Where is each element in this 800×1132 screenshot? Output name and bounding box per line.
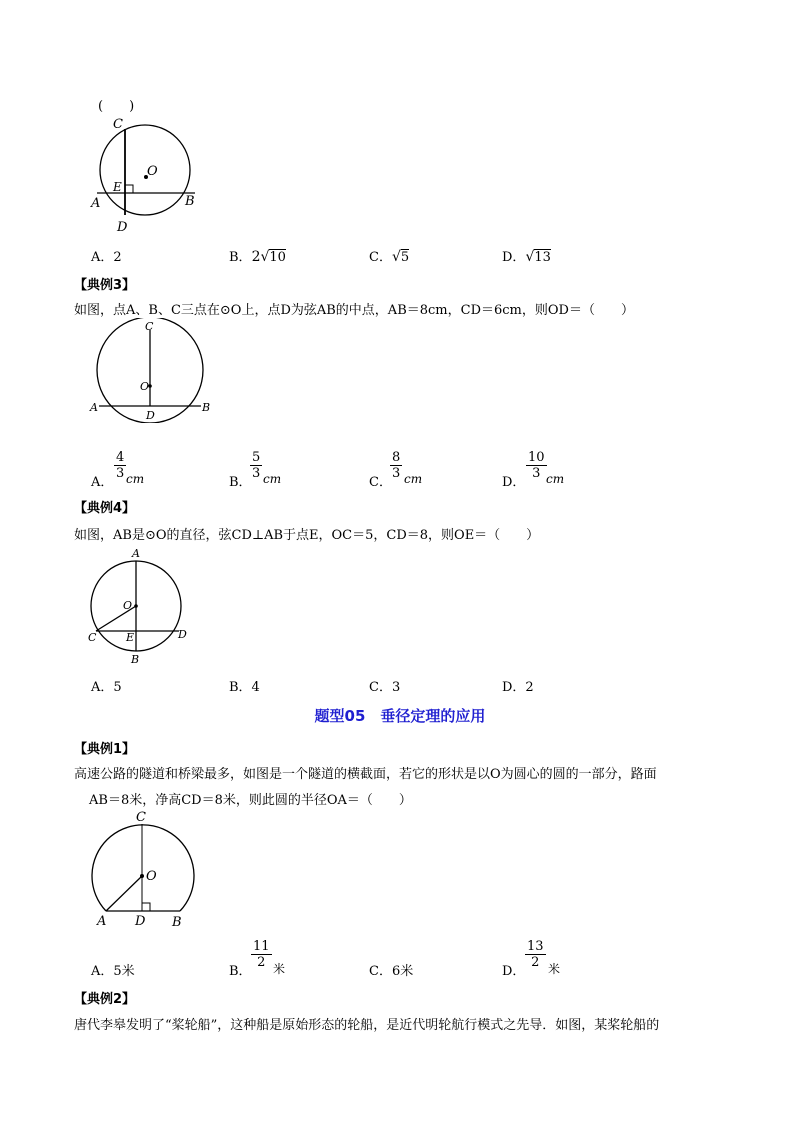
option-c-unit: cm: [404, 472, 423, 486]
figure-ex3-circle: [85, 318, 215, 423]
option-c: C．6米: [369, 964, 414, 979]
figure-ex1-tunnel: [90, 808, 205, 930]
option-b-label: B．: [229, 964, 252, 979]
label-o: O: [147, 164, 158, 179]
option-b-label: B．: [229, 475, 252, 490]
section-title: 题型05 垂径定理的应用: [314, 707, 486, 725]
example-4-question: 如图，AB是⊙O的直径，弦CD⊥AB于点E，OC＝5，CD＝8，则OE＝（ ）: [74, 528, 540, 543]
tunnel-arc: [92, 825, 194, 911]
option-c: C．3: [369, 680, 401, 695]
center-point: [140, 874, 144, 878]
option-d-unit: 米: [548, 962, 561, 976]
option-b-fraction: $\frac{5}{3}$: [252, 450, 261, 481]
option-a: A．5: [91, 680, 122, 695]
label-d: D: [117, 220, 128, 235]
option-c-label: C．: [369, 475, 392, 490]
figure-ex4-circle: [85, 545, 200, 667]
label-o: O: [146, 869, 157, 884]
right-angle-mark: [142, 903, 150, 911]
label-c: C: [136, 810, 146, 825]
option-a-unit: cm: [126, 472, 145, 486]
label-a: A: [97, 914, 107, 929]
option-d: D．√13: [502, 249, 551, 265]
option-c: C．√5: [369, 249, 410, 265]
label-b: B: [202, 401, 211, 414]
label-d: D: [135, 914, 146, 929]
radius-oa: [106, 876, 142, 911]
option-b-unit: cm: [263, 472, 282, 486]
example-3-heading: 【典例3】: [74, 278, 136, 293]
option-d-label: D．: [502, 964, 526, 979]
label-o: O: [140, 380, 150, 393]
option-b-fraction: $\frac{11}{2}$: [253, 939, 270, 970]
label-c: C: [113, 117, 123, 132]
option-d-fraction: $\frac{13}{2}$: [527, 939, 544, 970]
circle: [100, 125, 190, 215]
option-d-label: D．: [502, 475, 526, 490]
example-2-heading: 【典例2】: [74, 992, 136, 1007]
example-4-heading: 【典例4】: [74, 501, 136, 516]
option-a: A．5米: [91, 964, 135, 979]
option-d-unit: cm: [546, 472, 565, 486]
right-angle-mark: [125, 185, 133, 193]
example-1-question-line2: AB＝8米，净高CD＝8米，则此圆的半径OA＝（ ）: [89, 793, 412, 808]
option-d-fraction: $\frac{10}{3}$: [528, 450, 545, 481]
label-b: B: [185, 194, 195, 209]
label-e: E: [126, 631, 135, 644]
label-d: D: [178, 628, 187, 641]
label-a: A: [132, 547, 140, 560]
option-b: B．2√10: [229, 249, 286, 265]
option-d: D．2: [502, 680, 534, 695]
figure-prev-circle: [85, 115, 205, 240]
label-a: A: [91, 196, 101, 211]
label-e: E: [113, 180, 122, 194]
option-b-unit: 米: [273, 962, 286, 976]
label-a: A: [90, 401, 98, 414]
example-2-question-line1: 唐代李皋发明了“桨轮船”，这种船是原始形态的轮船，是近代明轮航行模式之先导．如图，某桨轮船的: [74, 1018, 660, 1033]
label-d: D: [146, 409, 155, 422]
label-b: B: [172, 915, 182, 930]
label-c: C: [88, 631, 97, 644]
label-o: O: [123, 599, 133, 612]
example-1-question-line1: 高速公路的隧道和桥梁最多，如图是一个隧道的横截面，若它的形状是以O为圆心的圆的一部分，路面: [74, 767, 657, 782]
option-a-label: A．: [91, 475, 114, 490]
option-b: B．4: [229, 680, 260, 695]
label-c: C: [145, 320, 154, 333]
center-point: [134, 604, 138, 608]
option-c-fraction: $\frac{8}{3}$: [392, 450, 401, 481]
example-3-question: 如图，点A、B、C三点在⊙O上，点D为弦AB的中点，AB＝8cm，CD＝6cm，则OD＝（ ）: [74, 303, 634, 318]
answer-paren: ( ): [98, 99, 135, 114]
label-b: B: [131, 653, 140, 666]
option-a: A．2: [91, 250, 122, 265]
option-a-fraction: $\frac{4}{3}$: [116, 450, 125, 481]
example-1-heading: 【典例1】: [74, 742, 136, 757]
